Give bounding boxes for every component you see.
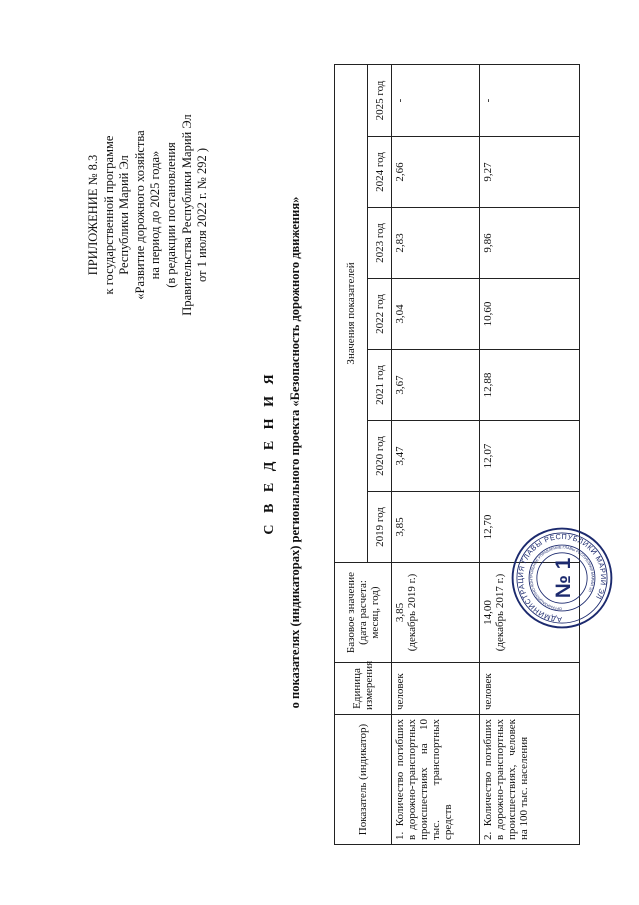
base-cell <box>392 563 480 663</box>
header-year: 2022 год <box>368 279 392 350</box>
row-number: 2. <box>482 831 494 840</box>
value-cell: 12,70 <box>480 492 580 563</box>
annotation-line: Республики Марий Эл <box>117 155 132 275</box>
official-stamp <box>510 526 614 630</box>
header-year: 2019 год <box>368 492 392 563</box>
indicator-cell <box>392 715 480 845</box>
annotation-line: (в редакции постановления <box>163 142 178 288</box>
approval-annotation <box>86 70 211 360</box>
annotation-line: на период до 2025 года» <box>148 150 163 280</box>
document-title: С В Е Д Е Н И Я <box>262 370 277 535</box>
table-row <box>392 64 480 844</box>
row-number: 1. <box>394 831 406 840</box>
base-value: 14,00 <box>482 600 494 625</box>
header-values-group: Значения показателей <box>335 64 368 562</box>
indicator-name: Количество погибших в дорожно-транспортных происшествиях на 10 тыс. транспортных средств <box>394 719 454 840</box>
value-cell: 2,83 <box>392 208 480 279</box>
annotation-line: к государственной программе <box>101 135 116 295</box>
value-cell: 12,88 <box>480 350 580 421</box>
value-cell: 12,07 <box>480 421 580 492</box>
value-cell: 9,27 <box>480 137 580 208</box>
value-cell: 3,04 <box>392 279 480 350</box>
table-row <box>480 64 580 844</box>
header-base: Базовое значение (дата расчета: месяц, год) <box>335 563 392 663</box>
indicator-name: Количество погибших в дорожно-транспортных происшествиях, человек на 100 тыс. населения <box>482 719 530 840</box>
annotation-line: Правительства Республики Марий Эл <box>179 114 194 316</box>
base-date: (декабрь 2019 г.) <box>406 573 418 652</box>
value-cell: 3,85 <box>392 492 480 563</box>
value-cell: 10,60 <box>480 279 580 350</box>
stamp-number: № 1 <box>551 557 575 599</box>
value-cell: 9,86 <box>480 208 580 279</box>
value-cell: 3,47 <box>392 421 480 492</box>
header-year: 2020 год <box>368 421 392 492</box>
unit-cell: человек <box>392 663 480 715</box>
base-date: (декабрь 2017 г.) <box>494 573 506 652</box>
header-indicator: Показатель (индикатор) <box>335 715 392 845</box>
value-cell: 2,66 <box>392 137 480 208</box>
base-value: 3,85 <box>394 602 406 623</box>
value-cell: - <box>392 64 480 136</box>
indicator-cell <box>480 715 580 845</box>
annotation-line: ПРИЛОЖЕНИЕ № 8.3 <box>86 154 100 276</box>
header-year: 2023 год <box>368 208 392 279</box>
value-cell: - <box>480 64 580 136</box>
header-year: 2025 год <box>368 64 392 136</box>
value-cell: 3,67 <box>392 350 480 421</box>
indicators-table <box>334 64 580 845</box>
header-year: 2024 год <box>368 137 392 208</box>
stamp-inner-text: ОРГАНИЗАЦИОННО-КОНТРОЛЬНОЕ УПРАВЛЕНИЕ ГЛАВЫ РЕСПУБЛИКИ МАРИЙ ЭЛ <box>529 545 595 611</box>
header-year: 2021 год <box>368 350 392 421</box>
unit-cell: человек <box>480 663 580 715</box>
stamp-outer-text: АДМИНИСТРАЦИЯ ГЛАВЫ РЕСПУБЛИКИ МАРИЙ ЭЛ <box>515 531 609 625</box>
annotation-line: от 1 июля 2022 г. № 292 ) <box>195 147 210 283</box>
annotation-line: «Развитие дорожного хозяйства <box>132 130 147 300</box>
header-unit: Единица измерения <box>335 663 392 715</box>
document-subtitle: о показателях (индикаторах) регионального проекта «Безопасность дорожного движения» <box>288 196 302 709</box>
